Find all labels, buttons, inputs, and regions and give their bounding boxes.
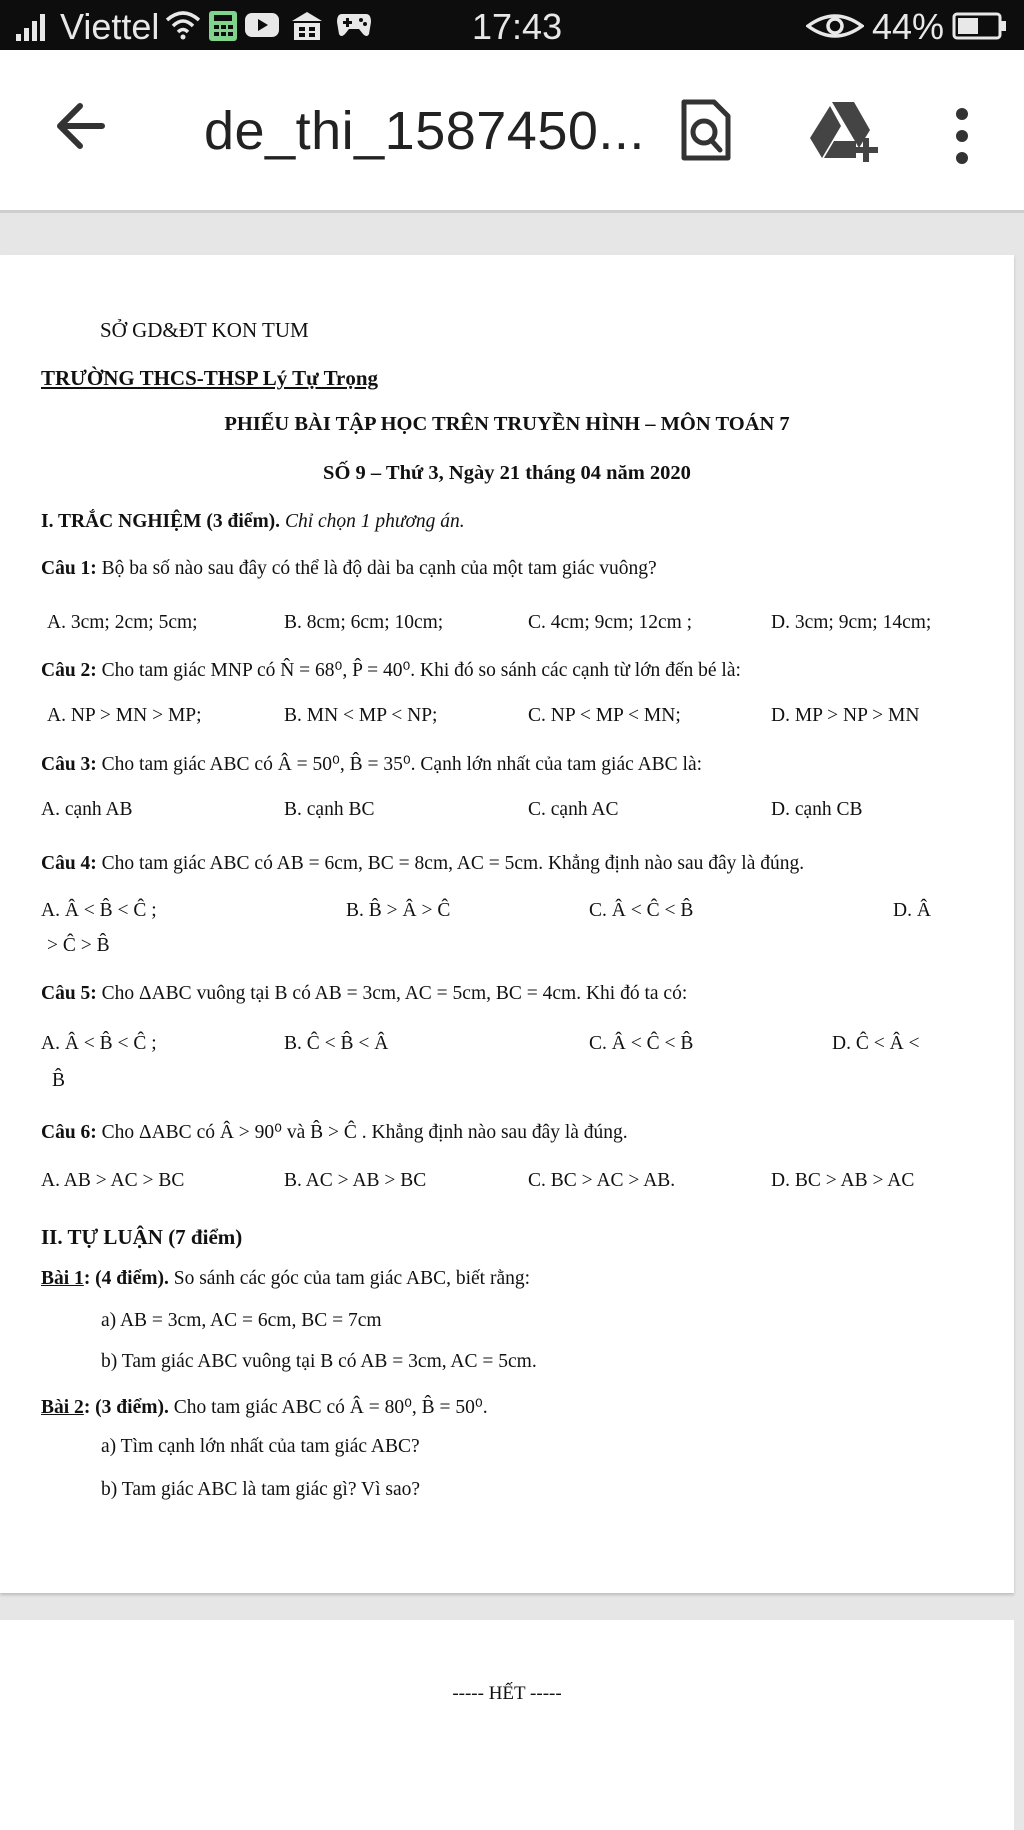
exercise-2: Bài 2: (3 điểm). Cho tam giác ABC có Â = 80⁰, B̂ = 50⁰. (41, 1397, 488, 1418)
eye-icon (806, 12, 864, 40)
battery-percent: 44% (872, 6, 945, 47)
question-6: Câu 6: Cho ΔABC có Â > 90⁰ và B̂ > Ĉ . Khẳng định nào sau đây là đúng. (41, 1122, 628, 1143)
q2-option-a: A. NP > MN > MP; (47, 705, 202, 726)
youtube-icon (244, 10, 280, 40)
q1-option-d: D. 3cm; 9cm; 14cm; (771, 612, 932, 633)
q2-option-d: D. MP > NP > MN (771, 705, 920, 726)
q2-option-b: B. MN < MP < NP; (284, 705, 438, 726)
save-to-drive-icon[interactable] (808, 100, 880, 162)
q6-option-c: C. BC > AC > AB. (528, 1170, 676, 1191)
department-header: SỞ GD&ĐT KON TUM (100, 318, 309, 342)
signal-icon (14, 12, 54, 42)
more-options-icon[interactable] (950, 106, 974, 166)
carrier-name: Viettel (60, 6, 160, 47)
wifi-icon (165, 10, 201, 40)
q4-option-a: A. Â < B̂ < Ĉ ; (41, 900, 157, 921)
document-page (0, 255, 1014, 1593)
q4-option-b: B. B̂ > Â > Ĉ (346, 900, 451, 921)
worksheet-subtitle: SỐ 9 – Thứ 3, Ngày 21 tháng 04 năm 2020 (323, 462, 691, 484)
bank-icon (290, 10, 324, 42)
status-bar (0, 0, 1024, 50)
question-2: Câu 2: Cho tam giác MNP có N̂ = 68⁰, P̂ = 40⁰. Khi đó so sánh các cạnh từ lớn đến bé là: (41, 660, 741, 681)
q2-option-c: C. NP < MP < MN; (528, 705, 681, 726)
q5-option-a: A. Â < B̂ < Ĉ ; (41, 1033, 157, 1054)
q5-option-b: B. Ĉ < B̂ < Â (284, 1033, 389, 1054)
question-3: Câu 3: Cho tam giác ABC có Â = 50⁰, B̂ = 35⁰. Cạnh lớn nhất của tam giác ABC là: (41, 754, 703, 775)
search-in-document-icon[interactable] (678, 98, 734, 164)
exercise-1-a: a) AB = 3cm, AC = 6cm, BC = 7cm (101, 1310, 382, 1331)
app-bar (0, 50, 1024, 213)
q5-option-d: D. Ĉ < Â < (832, 1033, 920, 1054)
section-2-heading: II. TỰ LUẬN (7 điểm) (41, 1225, 243, 1249)
q3-option-c: C. cạnh AC (528, 799, 619, 820)
q1-option-c: C. 4cm; 9cm; 12cm ; (528, 612, 693, 633)
end-marker: ----- HẾT ----- (452, 1683, 562, 1704)
section-1-heading: I. TRẮC NGHIỆM (3 điểm). Chỉ chọn 1 phương án. (41, 511, 465, 532)
exercise-1: Bài 1: (4 điểm). So sánh các góc của tam giác ABC, biết rằng: (41, 1268, 531, 1289)
q6-option-b: B. AC > AB > BC (284, 1170, 427, 1191)
school-name: TRƯỜNG THCS-THSP Lý Tự Trọng (41, 366, 379, 390)
exercise-1-b: b) Tam giác ABC vuông tại B có AB = 3cm, AC = 5cm. (101, 1351, 537, 1372)
q4-option-c: C. Â < Ĉ < B̂ (589, 900, 694, 921)
worksheet-title: PHIẾU BÀI TẬP HỌC TRÊN TRUYỀN HÌNH – MÔN TOÁN 7 (224, 413, 790, 435)
q1-option-b: B. 8cm; 6cm; 10cm; (284, 612, 444, 633)
gamepad-icon (336, 10, 372, 38)
exercise-2-a: a) Tìm cạnh lớn nhất của tam giác ABC? (101, 1436, 420, 1457)
question-5: Câu 5: Cho ΔABC vuông tại B có AB = 3cm, AC = 5cm, BC = 4cm. Khi đó ta có: (41, 983, 688, 1004)
calculator-icon (208, 10, 238, 42)
question-1: Câu 1: Bộ ba số nào sau đây có thể là độ dài ba cạnh của một tam giác vuông? (41, 558, 657, 579)
exercise-2-b: b) Tam giác ABC là tam giác gì? Vì sao? (101, 1479, 421, 1500)
question-4: Câu 4: Cho tam giác ABC có AB = 6cm, BC = 8cm, AC = 5cm. Khẳng định nào sau đây là đúng. (41, 853, 805, 874)
document-page-2 (0, 1620, 1014, 1830)
q6-option-d: D. BC > AB > AC (771, 1170, 915, 1191)
q6-option-a: A. AB > AC > BC (41, 1170, 185, 1191)
q1-option-a: A. 3cm; 2cm; 5cm; (47, 612, 198, 633)
battery-icon (952, 12, 1008, 40)
clock: 17:43 (472, 6, 563, 47)
document-title: de_thi_1587450... (204, 101, 645, 161)
q4-option-d: D. Â (893, 900, 931, 921)
q3-option-b: B. cạnh BC (284, 799, 375, 820)
back-arrow-icon[interactable] (52, 98, 108, 154)
q5-option-d-wrap: B̂ (52, 1070, 66, 1091)
q5-option-c: C. Â < Ĉ < B̂ (589, 1033, 694, 1054)
q3-option-a: A. cạnh AB (41, 799, 133, 820)
q3-option-d: D. cạnh CB (771, 799, 863, 820)
q4-option-d-wrap: > Ĉ > B̂ (47, 935, 110, 956)
